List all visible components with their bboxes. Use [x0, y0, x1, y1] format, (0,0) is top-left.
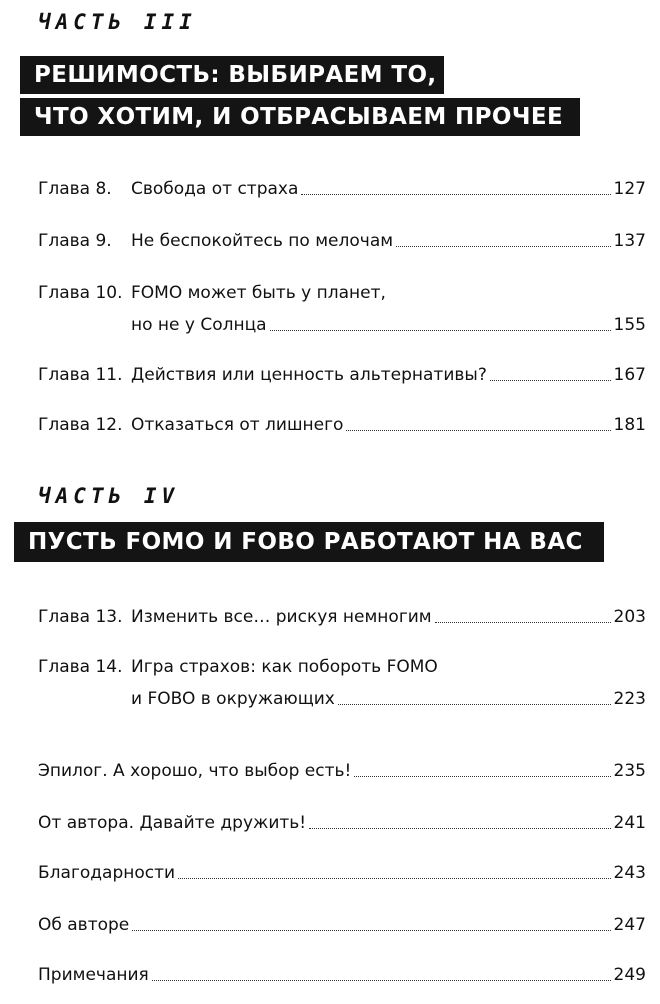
entry-title: Об авторе	[38, 915, 130, 935]
toc-entry-back-matter[interactable]	[38, 964, 646, 986]
leader-dots	[270, 330, 611, 331]
leader-dots	[338, 704, 611, 705]
leader-dots	[396, 246, 610, 247]
leader-dots	[178, 878, 610, 879]
toc-entry[interactable]	[38, 656, 646, 710]
entry-title: Примечания	[38, 965, 149, 985]
part-label: ЧАСТЬ III	[38, 10, 197, 34]
toc-entry-back-matter[interactable]	[38, 914, 646, 936]
page-number: 137	[613, 231, 646, 251]
toc-entry[interactable]	[38, 282, 646, 336]
entry-title: Эпилог. А хорошо, что выбор есть!	[38, 761, 352, 781]
page-number: 127	[613, 179, 646, 199]
page-number: 247	[613, 915, 646, 935]
page-number: 181	[613, 415, 646, 435]
page-number: 249	[613, 965, 646, 985]
leader-dots	[354, 776, 610, 777]
part-title-banner	[14, 522, 604, 562]
entry-title: От автора. Давайте дружить!	[38, 813, 307, 833]
chapter-number: Глава 10.	[38, 283, 123, 303]
page-number: 235	[613, 761, 646, 781]
chapter-number: Глава 13.	[38, 607, 123, 627]
chapter-title: Изменить все… рискуя немногим	[131, 607, 432, 627]
chapter-number: Глава 14.	[38, 657, 123, 677]
chapter-number: Глава 11.	[38, 365, 123, 385]
part-title-line: ЧТО ХОТИМ, И ОТБРАСЫВАЕМ ПРОЧЕЕ	[34, 104, 564, 130]
chapter-number: Глава 12.	[38, 415, 123, 435]
page-number: 241	[613, 813, 646, 833]
toc-entry[interactable]	[38, 606, 646, 628]
leader-dots	[346, 430, 610, 431]
part-label: ЧАСТЬ IV	[38, 484, 180, 508]
chapter-number: Глава 9.	[38, 231, 112, 251]
leader-dots	[132, 930, 610, 931]
part-title-line: РЕШИМОСТЬ: ВЫБИРАЕМ ТО,	[34, 62, 437, 88]
part-title-banner	[20, 98, 580, 136]
chapter-title-line: Игра страхов: как побороть FOMO	[131, 657, 438, 677]
toc-entry[interactable]	[38, 414, 646, 436]
leader-dots	[301, 194, 610, 195]
part-title-banner	[20, 56, 444, 94]
toc-entry[interactable]	[38, 178, 646, 200]
leader-dots	[152, 980, 611, 981]
page-number: 243	[613, 863, 646, 883]
leader-dots	[435, 622, 611, 623]
chapter-title-line: FOMO может быть у планет,	[131, 283, 386, 303]
chapter-title: Не беспокойтесь по мелочам	[131, 231, 394, 251]
entry-title: Благодарности	[38, 863, 176, 883]
toc-entry-back-matter[interactable]	[38, 862, 646, 884]
chapter-title: Отказаться от лишнего	[131, 415, 344, 435]
toc-entry-back-matter[interactable]	[38, 812, 646, 834]
page-number: 203	[613, 607, 646, 627]
chapter-number: Глава 8.	[38, 179, 112, 199]
page-number: 223	[613, 689, 646, 709]
leader-dots	[490, 380, 611, 381]
part-title-line: ПУСТЬ FOMO И FOBO РАБОТАЮТ НА ВАС	[28, 529, 583, 555]
toc-entry-back-matter[interactable]	[38, 760, 646, 782]
toc-entry[interactable]	[38, 364, 646, 386]
page-number: 167	[613, 365, 646, 385]
chapter-title: Свобода от страха	[131, 179, 299, 199]
page-number: 155	[613, 315, 646, 335]
leader-dots	[309, 828, 610, 829]
chapter-title: Действия или ценность альтернативы?	[131, 365, 487, 385]
chapter-title: но не у Солнца	[131, 315, 267, 335]
chapter-title: и FOBO в окружающих	[131, 689, 335, 709]
toc-entry[interactable]	[38, 230, 646, 252]
